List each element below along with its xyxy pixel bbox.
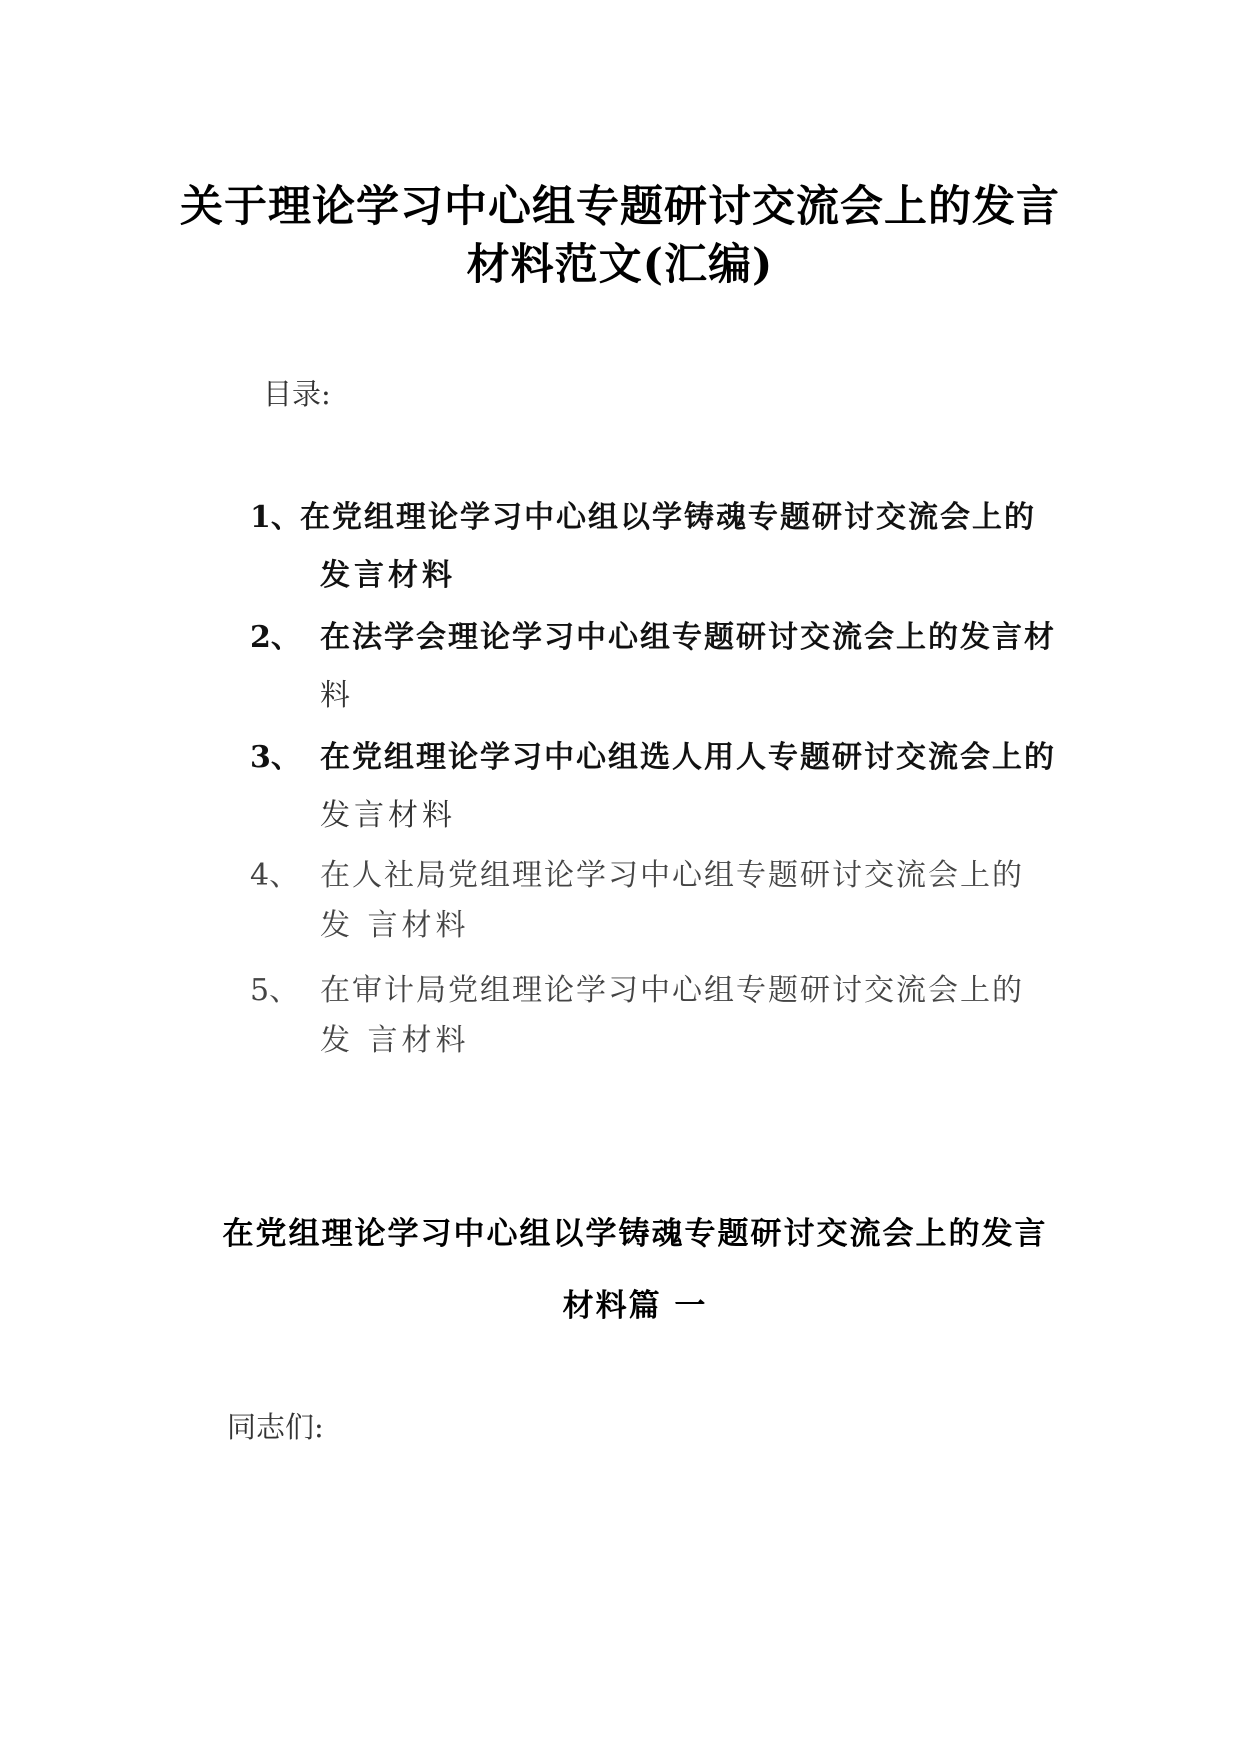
- toc-item-text-cont: 料: [320, 678, 354, 713]
- section-title-line-2: 材料篇 一: [562, 1288, 708, 1324]
- toc-item-number: 2、: [250, 620, 301, 655]
- toc-item-text-cont: 发言材料: [320, 798, 456, 833]
- toc-item-number: 4、: [250, 858, 300, 893]
- toc-item-text-cont: 发言材料: [320, 558, 456, 593]
- toc-item-text-cont: 发 言材料: [320, 1023, 470, 1058]
- toc-item-text: 在人社局党组理论学习中心组专题研讨交流会上的: [320, 858, 1024, 893]
- toc-item-text: 在法学会理论学习中心组专题研讨交流会上的发言材: [320, 620, 1056, 655]
- toc-item-number: 3、: [250, 740, 301, 775]
- toc-label: 目录:: [263, 377, 331, 411]
- document-title: [100, 178, 1140, 294]
- title-line-2: 材料范文(汇编): [466, 240, 774, 290]
- toc-item-number: 5、: [250, 973, 300, 1008]
- section-title-line-1: 在党组理论学习中心组以学铸魂专题研讨交流会上的发言: [222, 1216, 1048, 1252]
- toc-item-text: 在党组理论学习中心组选人用人专题研讨交流会上的: [320, 740, 1056, 775]
- toc-item-text: 在党组理论学习中心组以学铸魂专题研讨交流会上的: [300, 500, 1036, 535]
- toc-item-text: 在审计局党组理论学习中心组专题研讨交流会上的: [320, 973, 1024, 1008]
- greeting: 同志们:: [227, 1410, 324, 1444]
- toc-item-number: 1、: [250, 500, 301, 535]
- title-line-1: 关于理论学习中心组专题研讨交流会上的发言: [180, 182, 1060, 232]
- toc-item-text-cont: 发 言材料: [320, 908, 470, 943]
